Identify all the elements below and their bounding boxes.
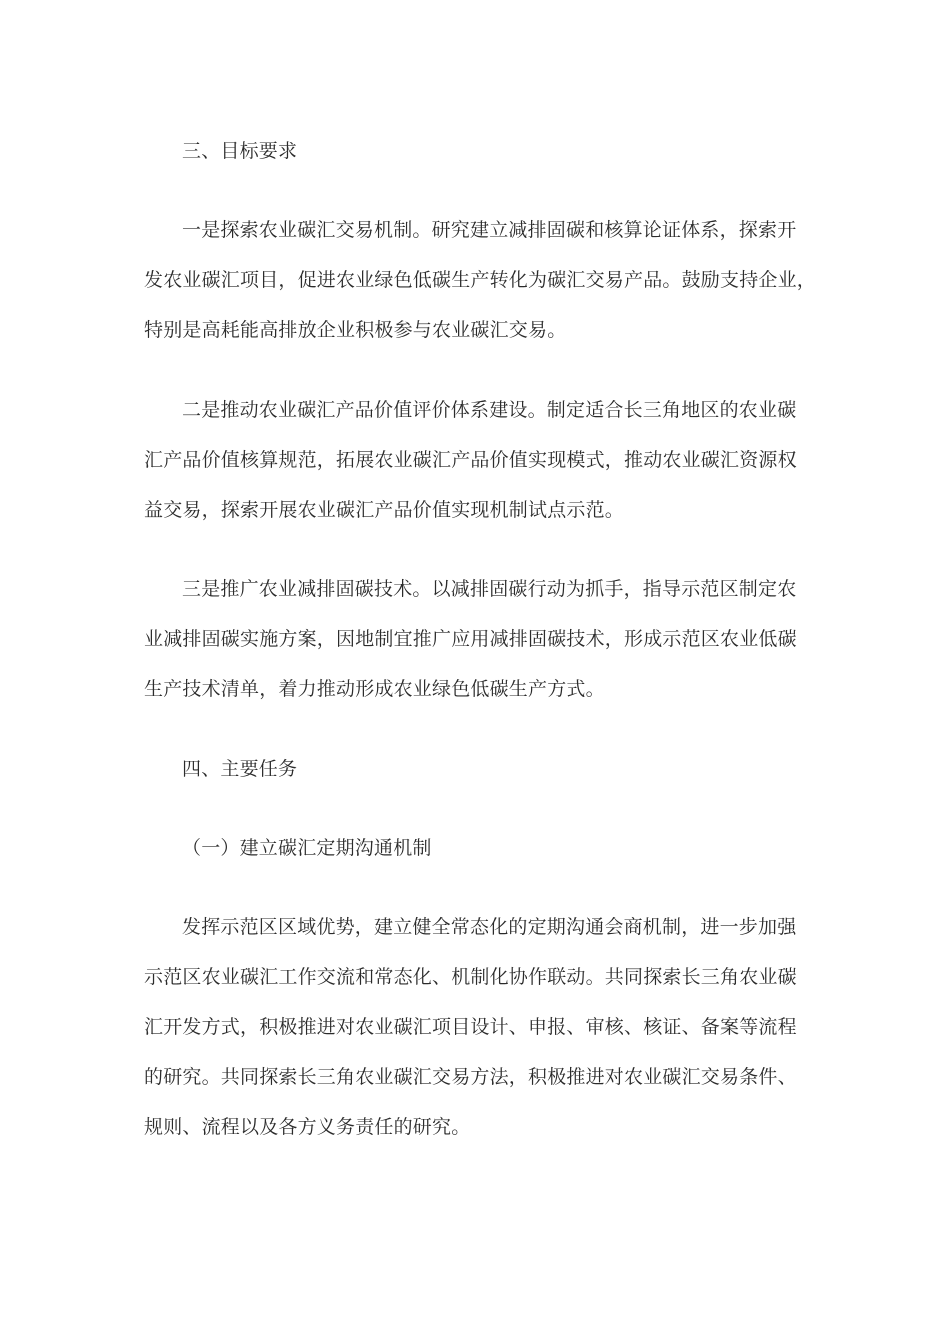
- paragraph-line: 发农业碳汇项目，促进农业绿色低碳生产转化为碳汇交易产品。鼓励支持企业，: [144, 269, 817, 291]
- section-heading-targets: 三、目标要求: [182, 140, 298, 162]
- subsection-heading-communication: （一）建立碳汇定期沟通机制: [182, 837, 432, 859]
- paragraph-line: 生产技术清单，着力推动形成农业绿色低碳生产方式。: [144, 678, 605, 700]
- paragraph-line: 特别是高耗能高排放企业积极参与农业碳汇交易。: [144, 319, 567, 341]
- paragraph-line: 示范区农业碳汇工作交流和常态化、机制化协作联动。共同探索长三角农业碳: [144, 966, 797, 988]
- paragraph-line: 二是推动农业碳汇产品价值评价体系建设。制定适合长三角地区的农业碳: [182, 399, 797, 421]
- paragraph-line: 发挥示范区区域优势，建立健全常态化的定期沟通会商机制，进一步加强: [182, 916, 797, 938]
- paragraph-line: 益交易，探索开展农业碳汇产品价值实现机制试点示范。: [144, 499, 625, 521]
- paragraph-line: 业减排固碳实施方案，因地制宜推广应用减排固碳技术，形成示范区农业低碳: [144, 628, 797, 650]
- paragraph-line: 的研究。共同探索长三角农业碳汇交易方法，积极推进对农业碳汇交易条件、: [144, 1066, 797, 1088]
- paragraph-line: 汇开发方式，积极推进对农业碳汇项目设计、申报、审核、核证、备案等流程: [144, 1016, 797, 1038]
- paragraph-line: 三是推广农业减排固碳技术。以减排固碳行动为抓手，指导示范区制定农: [182, 578, 797, 600]
- paragraph-line: 一是探索农业碳汇交易机制。研究建立减排固碳和核算论证体系，探索开: [182, 219, 797, 241]
- section-heading-main-tasks: 四、主要任务: [182, 758, 298, 780]
- paragraph-line: 规则、流程以及各方义务责任的研究。: [144, 1116, 471, 1138]
- paragraph-line: 汇产品价值核算规范，拓展农业碳汇产品价值实现模式，推动农业碳汇资源权: [144, 449, 797, 471]
